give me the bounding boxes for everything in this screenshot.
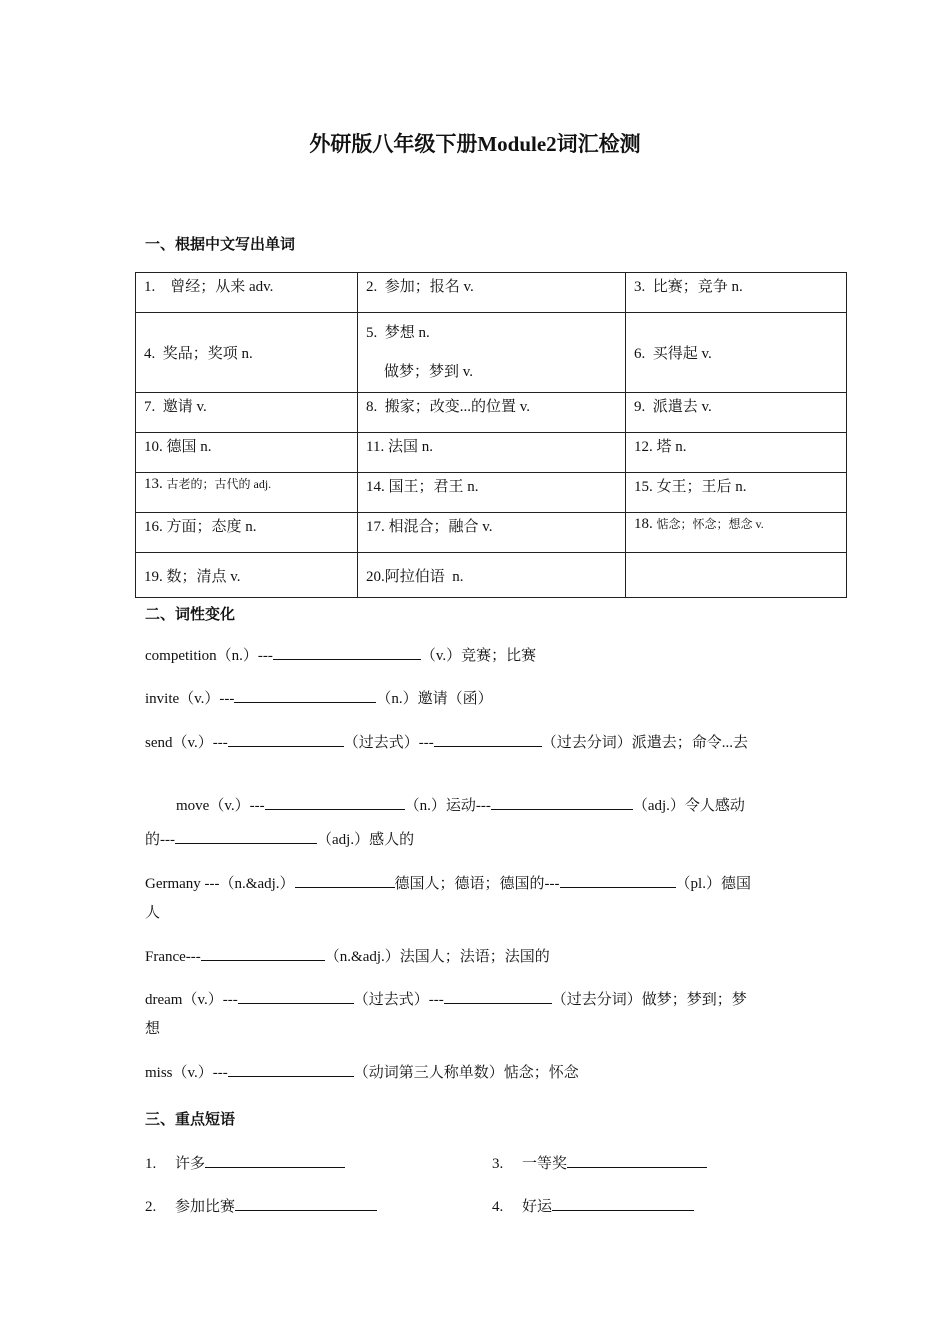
line-text: （n.）运动--- bbox=[404, 798, 491, 814]
line-text: （adj.）感人的 bbox=[317, 832, 415, 848]
phrase-item bbox=[492, 1194, 694, 1216]
table-cell[interactable]: 8. 搬家；改变...的位置 v. bbox=[358, 393, 626, 433]
answer-blank[interactable] bbox=[444, 987, 552, 1004]
table-cell[interactable]: 9. 派遣去 v. bbox=[626, 393, 847, 433]
phrase-label: 2. 参加比赛 bbox=[145, 1199, 236, 1215]
table-row bbox=[136, 313, 847, 393]
phrase-item bbox=[145, 1194, 377, 1216]
word-form-line bbox=[145, 792, 810, 820]
table-cell[interactable]: 16. 方面；态度 n. bbox=[136, 513, 358, 553]
table-cell[interactable] bbox=[136, 473, 358, 513]
word-form-line bbox=[145, 642, 810, 670]
word-form-line bbox=[145, 986, 810, 1014]
table-cell[interactable]: 14. 国王；君王 n. bbox=[358, 473, 626, 513]
table-cell[interactable]: 4. 奖品；奖项 n. bbox=[136, 313, 358, 393]
table-cell[interactable]: 6. 买得起 v. bbox=[626, 313, 847, 393]
table-cell[interactable]: 17. 相混合；融合 v. bbox=[358, 513, 626, 553]
line-text: （过去式）--- bbox=[343, 735, 434, 751]
word-form-line bbox=[145, 943, 810, 971]
phrase-item bbox=[145, 1151, 345, 1173]
line-text: 德国人；德语；德国的--- bbox=[394, 876, 560, 892]
line-text: （v.）竞赛；比赛 bbox=[420, 648, 537, 664]
page-title: 外研版八年级下册Module2词汇检测 bbox=[309, 132, 641, 156]
cell-small-text: 惦念；怀念；想念 v. bbox=[656, 517, 764, 531]
section-heading-2: 二、词性变化 bbox=[145, 607, 236, 623]
table-cell[interactable]: 20.阿拉伯语 n. bbox=[358, 553, 626, 598]
answer-blank[interactable] bbox=[552, 1194, 694, 1211]
table-cell[interactable]: 2. 参加；报名 v. bbox=[358, 273, 626, 313]
answer-blank[interactable] bbox=[175, 827, 317, 844]
answer-blank[interactable] bbox=[228, 1060, 354, 1077]
phrase-label: 1. 许多 bbox=[145, 1156, 206, 1172]
answer-blank[interactable] bbox=[434, 730, 542, 747]
answer-blank[interactable] bbox=[234, 686, 376, 703]
line-text: France--- bbox=[145, 949, 201, 965]
word-form-line bbox=[145, 1015, 810, 1043]
phrase-item bbox=[492, 1151, 707, 1173]
table-cell[interactable] bbox=[626, 513, 847, 553]
vocab-table bbox=[135, 272, 847, 598]
line-text: competition（n.）--- bbox=[145, 648, 273, 664]
table-row bbox=[136, 273, 847, 313]
table-row bbox=[136, 513, 847, 553]
answer-blank[interactable] bbox=[273, 643, 421, 660]
line-text: （过去式）--- bbox=[353, 992, 444, 1008]
table-row bbox=[136, 553, 847, 598]
table-cell[interactable]: 1. 曾经；从来 adv. bbox=[136, 273, 358, 313]
table-row bbox=[136, 473, 847, 513]
answer-blank[interactable] bbox=[205, 1151, 345, 1168]
answer-blank[interactable] bbox=[491, 793, 633, 810]
line-text: （n.）邀请（函） bbox=[376, 691, 493, 707]
line-text: 人 bbox=[145, 905, 161, 921]
answer-blank[interactable] bbox=[567, 1151, 707, 1168]
line-text: （pl.）德国 bbox=[675, 876, 751, 892]
section-heading-3: 三、重点短语 bbox=[145, 1112, 236, 1128]
line-text: invite（v.）--- bbox=[145, 691, 235, 707]
table-cell[interactable] bbox=[626, 553, 847, 598]
cell-number: 18. bbox=[634, 516, 657, 532]
phrase-label: 4. 好运 bbox=[492, 1199, 553, 1215]
answer-blank[interactable] bbox=[228, 730, 344, 747]
line-text: Germany ---（n.&adj.） bbox=[145, 876, 295, 892]
table-cell[interactable] bbox=[358, 313, 626, 393]
answer-blank[interactable] bbox=[295, 871, 395, 888]
answer-blank[interactable] bbox=[235, 1194, 377, 1211]
line-text: move（v.）--- bbox=[176, 798, 265, 814]
table-cell[interactable]: 11. 法国 n. bbox=[358, 433, 626, 473]
answer-blank[interactable] bbox=[265, 793, 405, 810]
table-cell[interactable]: 12. 塔 n. bbox=[626, 433, 847, 473]
line-text: （过去分词）派遣去；命令...去 bbox=[541, 735, 749, 751]
answer-blank[interactable] bbox=[238, 987, 354, 1004]
answer-blank[interactable] bbox=[201, 944, 325, 961]
line-text: send（v.）--- bbox=[145, 735, 228, 751]
answer-blank[interactable] bbox=[560, 871, 676, 888]
word-form-line bbox=[145, 729, 810, 757]
line-text: dream（v.）--- bbox=[145, 992, 238, 1008]
line-text: （过去分词）做梦；梦到；梦 bbox=[551, 992, 747, 1008]
section-heading-1: 一、根据中文写出单词 bbox=[145, 237, 296, 253]
word-form-line bbox=[145, 1059, 810, 1087]
line-text: 的--- bbox=[145, 832, 175, 848]
line-text: miss（v.）--- bbox=[145, 1065, 228, 1081]
word-form-line bbox=[145, 685, 810, 713]
word-form-line bbox=[145, 870, 810, 898]
cell-line: 做梦；梦到 v. bbox=[384, 363, 474, 380]
line-text: （adj.）令人感动 bbox=[632, 798, 745, 814]
cell-line: 5. 梦想 n. bbox=[366, 324, 430, 341]
table-cell[interactable]: 15. 女王；王后 n. bbox=[626, 473, 847, 513]
line-text: （动词第三人称单数）惦念；怀念 bbox=[353, 1065, 579, 1081]
table-cell[interactable]: 19. 数；清点 v. bbox=[136, 553, 358, 598]
table-cell[interactable]: 3. 比赛；竞争 n. bbox=[626, 273, 847, 313]
word-form-line bbox=[145, 899, 810, 927]
phrase-label: 3. 一等奖 bbox=[492, 1156, 568, 1172]
table-row bbox=[136, 393, 847, 433]
table-cell[interactable]: 10. 德国 n. bbox=[136, 433, 358, 473]
word-form-line bbox=[145, 826, 810, 854]
cell-number: 13. bbox=[144, 476, 167, 492]
line-text: 想 bbox=[145, 1021, 161, 1037]
table-cell[interactable]: 7. 邀请 v. bbox=[136, 393, 358, 433]
line-text: （n.&adj.）法国人；法语；法国的 bbox=[324, 949, 550, 965]
cell-small-text: 古老的；古代的 adj. bbox=[166, 477, 272, 491]
table-row bbox=[136, 433, 847, 473]
